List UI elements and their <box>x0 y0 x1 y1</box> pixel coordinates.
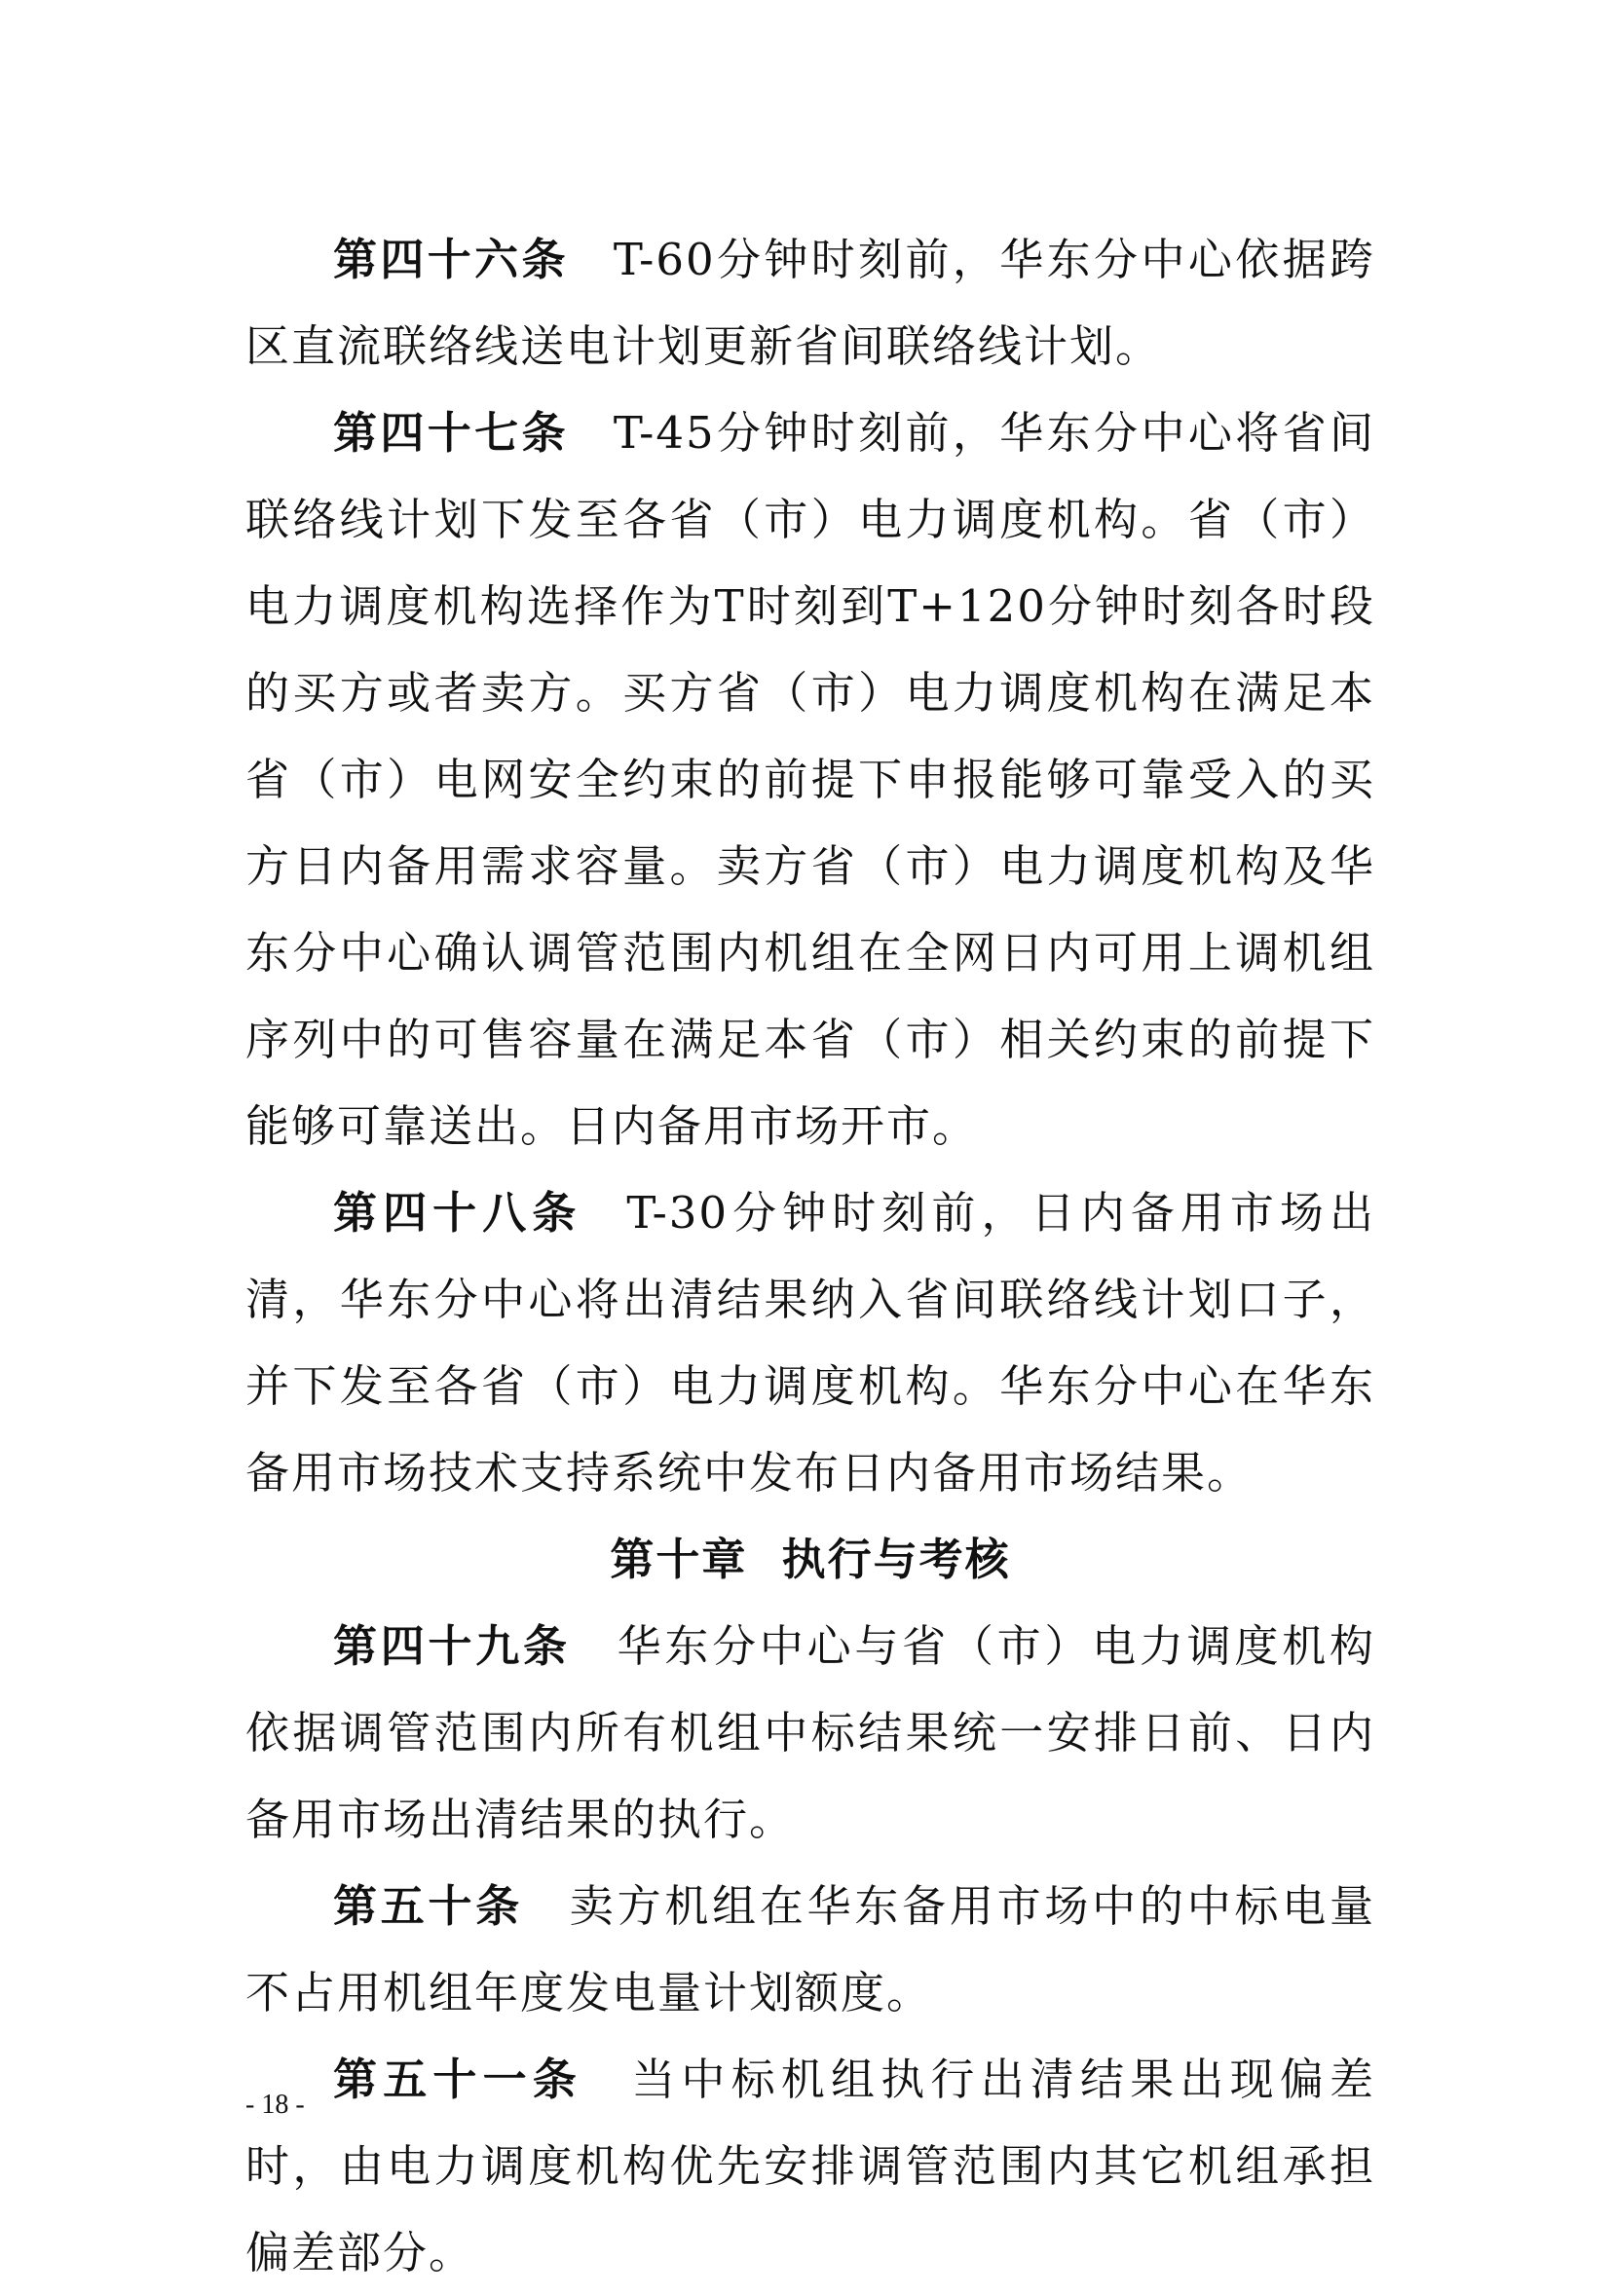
article-heading: 第五十一条 <box>333 2054 582 2105</box>
chapter-title: 第十章 执行与考核 <box>610 1534 1011 1585</box>
article-text: 卖方机组在华东备用市场中的中标电量不占用机组年度发电量计划额度。 <box>245 1880 1375 2018</box>
article-text: T-30分钟时刻前，日内备用市场出清，华东分中心将出清结果纳入省间联络线计划口子，并下发至各省（市）电力调度机构。华东分中心在华东备用市场技术支持系统中发布日内备用市场结果。 <box>245 1187 1375 1499</box>
article-text: T-60分钟时刻前，华东分中心依据跨区直流联络线送电计划更新省间联络线计划。 <box>245 234 1375 372</box>
document-page <box>245 216 1375 2296</box>
article-text: 华东分中心与省（市）电力调度机构依据调管范围内所有机组中标结果统一安排日前、日内备用市场出清结果的执行。 <box>245 1620 1375 1845</box>
article-heading: 第四十六条 <box>333 234 569 285</box>
article-heading: 第五十条 <box>333 1880 524 1932</box>
page-number: - 18 - <box>245 2090 305 2120</box>
article-text: 当中标机组执行出清结果出现偏差时，由电力调度机构优先安排调管范围内其它机组承担偏差部分。 <box>245 2054 1375 2278</box>
article-48 <box>245 1169 1375 1516</box>
article-46 <box>245 216 1375 389</box>
article-text: T-45分钟时刻前，华东分中心将省间联络线计划下发至各省（市）电力调度机构。省（市）电力调度机构选择作为T时刻到T+120分钟时刻各时段的买方或者卖方。买方省（市）电力调度机构在满足本省（市）电网安全约束的前提下申报能够可靠受入的买方日内备用需求容量。卖方省（市）电力调度机构及华东分中心确认调管范围内机组在全网日内可用上调机组序列中的可售容量在满足本省（市）相关约束的前提下能够可靠送出。日内备用市场开市。 <box>245 407 1375 1152</box>
article-47 <box>245 389 1375 1169</box>
article-49 <box>245 1603 1375 1863</box>
article-50 <box>245 1863 1375 2036</box>
article-51 <box>245 2036 1375 2296</box>
article-heading: 第四十九条 <box>333 1620 571 1672</box>
article-heading: 第四十八条 <box>333 1187 582 1239</box>
article-heading: 第四十七条 <box>333 407 569 459</box>
